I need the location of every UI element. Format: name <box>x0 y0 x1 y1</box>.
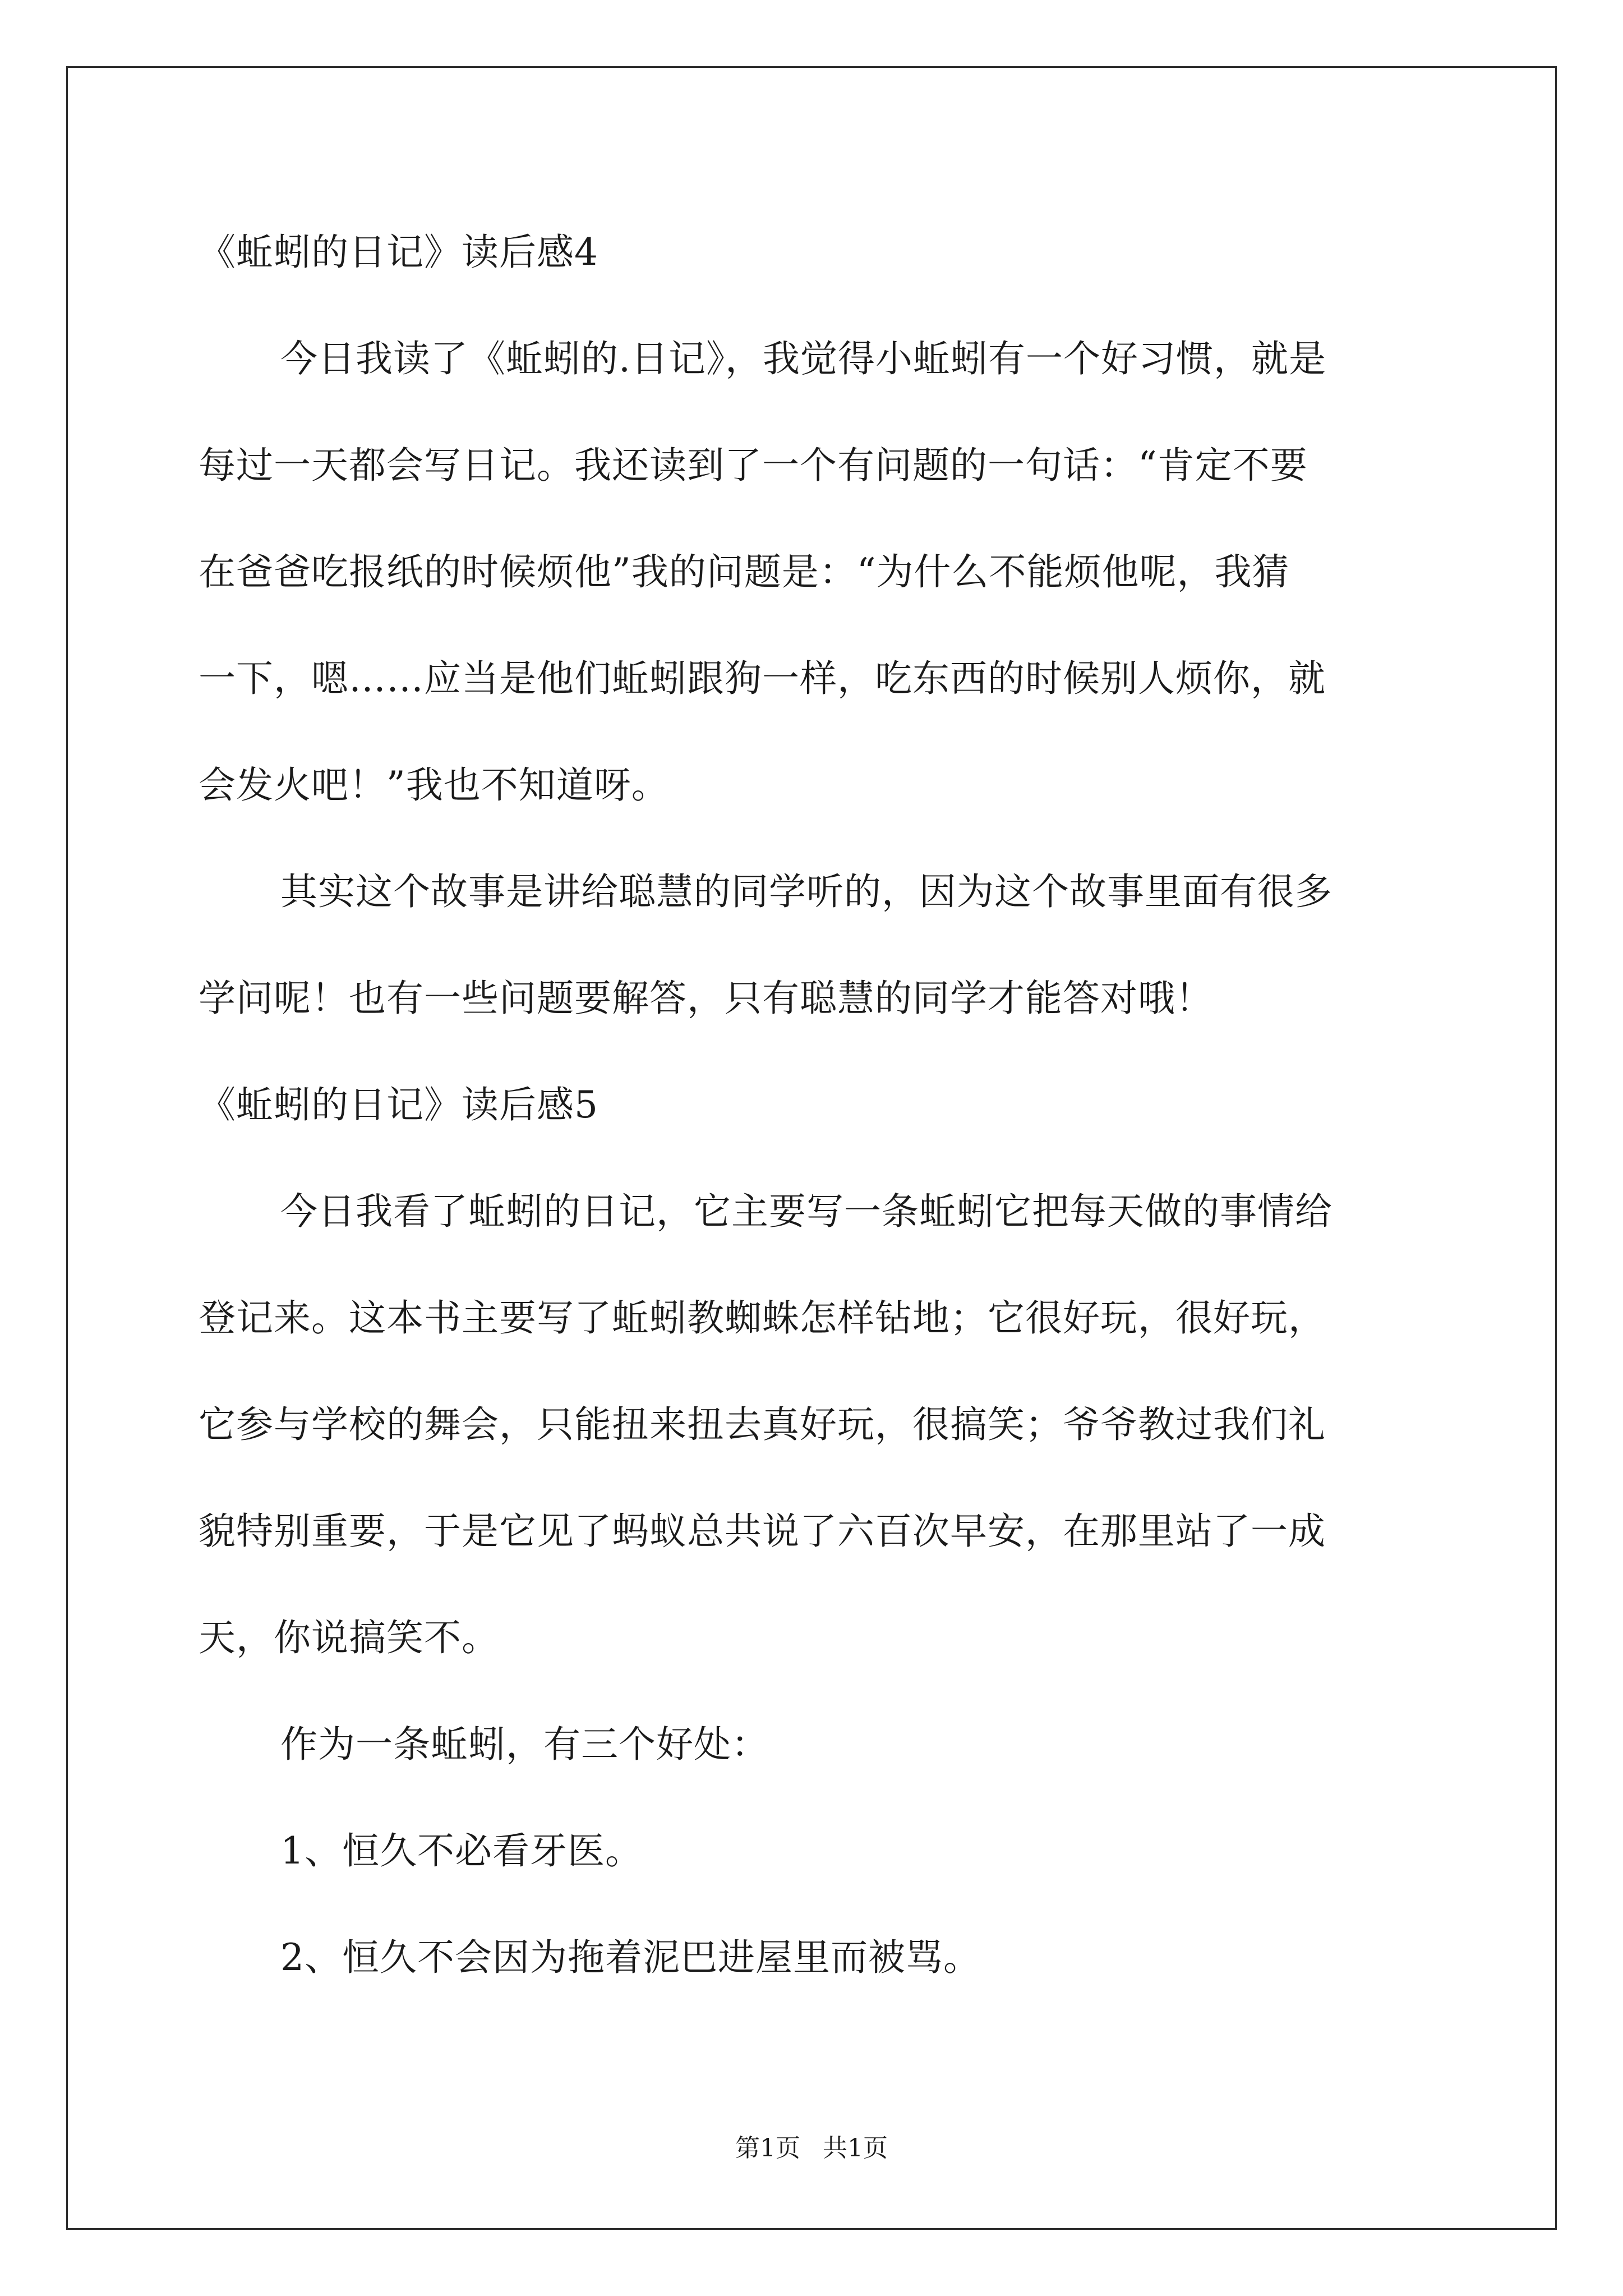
section-5-para-1-line-2: 登记来。这本书主要写了蚯蚓教蜘蛛怎样钻地；它很好玩，很好玩， <box>199 1296 1326 1340</box>
section-5-para-2: 作为一条蚯蚓，有三个好处： <box>280 1723 769 1766</box>
section-5-para-1-line-3: 它参与学校的舞会，只能扭来扭去真好玩，很搞笑；爷爷教过我们礼 <box>199 1403 1326 1446</box>
page-footer <box>0 2133 1623 2164</box>
section-4-title: 《蚯蚓的日记》读后感4 <box>199 231 598 274</box>
section-5-para-1-line-1: 今日我看了蚯蚓的日记，它主要写一条蚯蚓它把每天做的事情给 <box>280 1190 1332 1233</box>
list-item-1: 1、恒久不必看牙医。 <box>280 1829 643 1872</box>
section-4-para-1-line-5: 会发火吧！”我也不知道呀。 <box>199 763 669 807</box>
page-number-current: 第1页 <box>735 2134 800 2162</box>
section-4-para-1-line-3: 在爸爸吃报纸的时候烦他”我的问题是：“为什么不能烦他呢，我猜 <box>199 550 1290 593</box>
list-item-2: 2、恒久不会因为拖着泥巴进屋里而被骂。 <box>280 1936 981 1979</box>
section-5-para-1-line-4: 貌特别重要，于是它见了蚂蚁总共说了六百次早安，在那里站了一成 <box>199 1510 1326 1553</box>
section-4-para-2-line-2: 学问呢！也有一些问题要解答，只有聪慧的同学才能答对哦！ <box>199 977 1213 1020</box>
section-4-para-1-line-2: 每过一天都会写日记。我还读到了一个有问题的一句话：“肯定不要 <box>199 444 1308 487</box>
page-border <box>66 66 1557 2230</box>
section-4-para-1-line-1: 今日我读了《蚯蚓的.日记》，我觉得小蚯蚓有一个好习惯，就是 <box>280 337 1326 380</box>
section-4-para-2-line-1: 其实这个故事是讲给聪慧的同学听的，因为这个故事里面有很多 <box>280 870 1332 913</box>
section-5-title: 《蚯蚓的日记》读后感5 <box>199 1083 598 1126</box>
section-5-para-1-line-5: 天，你说搞笑不。 <box>199 1616 499 1659</box>
page-number-total: 共1页 <box>823 2134 888 2162</box>
section-4-para-1-line-4: 一下，嗯……应当是他们蚯蚓跟狗一样，吃东西的时候别人烦你，就 <box>199 657 1326 700</box>
